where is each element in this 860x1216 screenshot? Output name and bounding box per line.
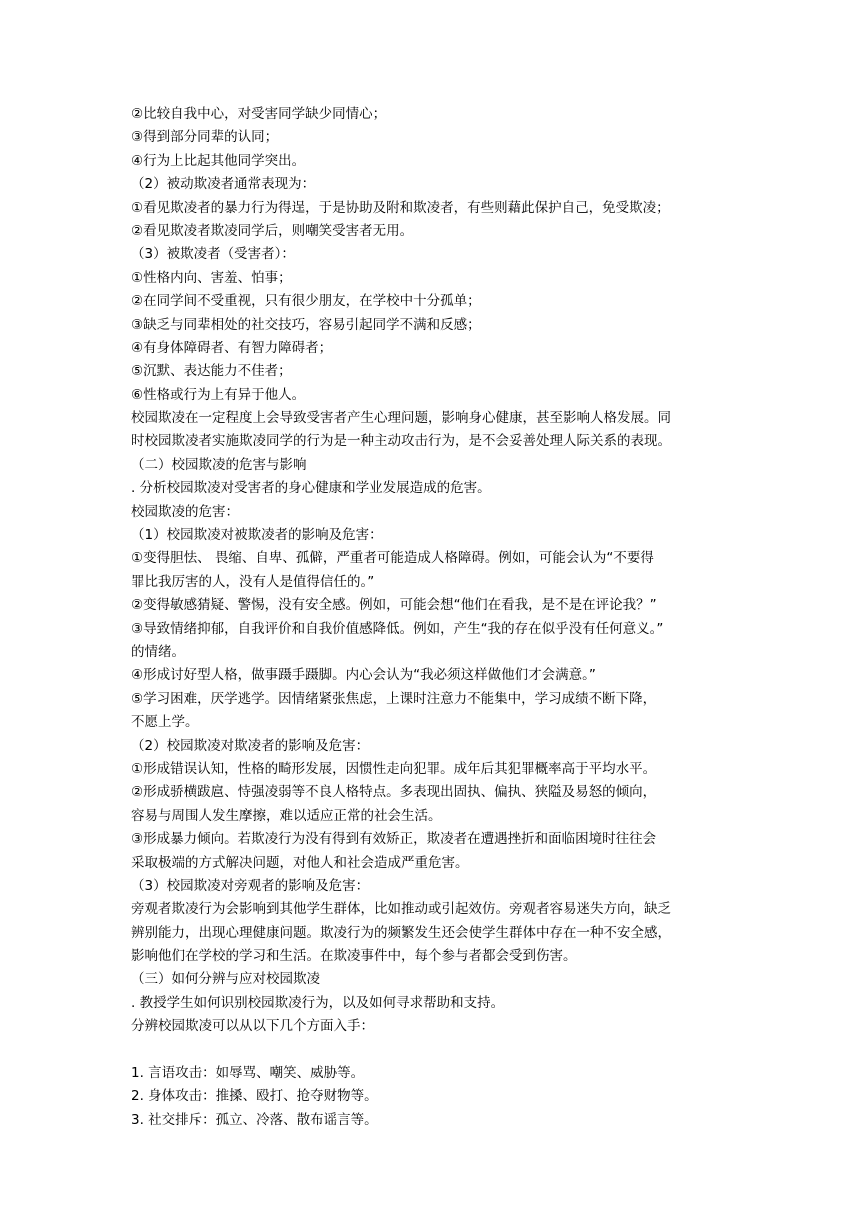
text-line: ⑤沉默、表达能力不佳者； <box>131 363 292 380</box>
text-line: ①变得胆怯、 畏缩、自卑、孤僻，严重者可能造成人格障碍。例如，可能会认为“不要得 <box>131 550 654 567</box>
text-line: 的情绪。 <box>131 643 185 660</box>
text-line: ③得到部分同辈的认同； <box>131 129 279 146</box>
text-line: ③形成暴力倾向。若欺凌行为没有得到有效矫正，欺凌者在遭遇挫折和面临困境时往往会 <box>131 831 657 848</box>
text-line: （三）如何分辨与应对校园欺凌 <box>131 971 320 988</box>
text-line: ⑤学习困难，厌学逃学。因情绪紧张焦虑，上课时注意力不能集中，学习成绩不断下降， <box>131 690 657 707</box>
text-line: ③缺乏与同辈相处的社交技巧，容易引起同学不满和反感； <box>131 316 481 333</box>
text-line: （3）校园欺凌对旁观者的影响及危害： <box>131 877 370 894</box>
text-line: （2）校园欺凌对欺凌者的影响及危害： <box>131 737 370 754</box>
text-line: （二）校园欺凌的危害与影响 <box>131 456 307 473</box>
text-line: 不愿上学。 <box>131 714 199 731</box>
text-line: ④形成讨好型人格，做事蹑手蹑脚。内心会认为“我必须这样做他们才会满意。” <box>131 667 596 684</box>
text-line: . 教授学生如何识别校园欺凌行为，以及如何寻求帮助和支持。 <box>131 994 505 1011</box>
blank-line <box>131 1039 731 1062</box>
text-line: ④行为上比起其他同学突出。 <box>131 152 306 169</box>
text-line: 1. 言语攻击：如辱骂、嘲笑、威胁等。 <box>131 1065 365 1082</box>
text-line: ④有身体障碍者、有智力障碍者； <box>131 339 333 356</box>
text-line: ①看见欺凌者的暴力行为得逞，于是协助及附和欺凌者，有些则藉此保护自己，免受欺凌； <box>131 199 670 216</box>
text-line: ①性格内向、害羞、怕事； <box>131 269 292 286</box>
text-line: 校园欺凌的危害： <box>131 503 239 520</box>
text-line: ①形成错误认知，性格的畸形发展，因惯性走向犯罪。成年后其犯罪概率高于平均水平。 <box>131 760 657 777</box>
text-line: 3. 社交排斥：孤立、冷落、散布谣言等。 <box>131 1111 378 1128</box>
text-line: 辨别能力，出现心理健康问题。欺凌行为的频繁发生还会使学生群体中存在一种不安全感， <box>131 924 671 941</box>
text-line: 采取极端的方式解决问题，对他人和社会造成严重危害。 <box>131 854 469 871</box>
text-line: . 分析校园欺凌对受害者的身心健康和学业发展造成的危害。 <box>131 480 491 497</box>
text-line: 分辨校园欺凌可以从以下几个方面入手： <box>131 1018 374 1035</box>
text-line: （1）校园欺凌对被欺凌者的影响及危害： <box>131 527 383 544</box>
text-line: 容易与周围人发生摩擦，难以适应正常的社会生活。 <box>131 807 442 824</box>
text-line: ②比较自我中心，对受害同学缺少同情心； <box>131 106 387 122</box>
text-line: ⑥性格或行为上有异于他人。 <box>131 386 306 403</box>
text-line: 时校园欺凌者实施欺凌同学的行为是一种主动攻击行为，是不会妥善处理人际关系的表现。 <box>131 433 671 450</box>
text-line: （3）被欺凌者（受害者）： <box>131 246 295 263</box>
text-line: 影响他们在学校的学习和生活。在欺凌事件中，每个参与者都会受到伤害。 <box>131 948 577 965</box>
text-line: 旁观者欺凌行为会影响到其他学生群体，比如推动或引起效仿。旁观者容易迷失方向，缺乏 <box>131 901 671 918</box>
text-line: ③导致情绪抑郁，自我评价和自我价值感降低。例如，产生“我的存在似乎没有任何意义。” <box>131 620 664 637</box>
text-line: （2）被动欺凌者通常表现为： <box>131 176 316 193</box>
document-body <box>131 103 731 1132</box>
text-line: 罪比我厉害的人，没有人是值得信任的。” <box>131 573 375 590</box>
text-line: 校园欺凌在一定程度上会导致受害者产生心理问题，影响身心健康，甚至影响人格发展。同 <box>131 410 671 427</box>
text-line: ②在同学间不受重视，只有很少朋友，在学校中十分孤单； <box>131 293 481 310</box>
text-line: ②形成骄横跋扈、恃强凌弱等不良人格特点。多表现出固执、偏执、狭隘及易怒的倾向， <box>131 784 657 801</box>
text-line: 2. 身体攻击：推搡、殴打、抢夺财物等。 <box>131 1088 378 1105</box>
text-line: ②变得敏感猜疑、警惕，没有安全感。例如，可能会想“他们在看我，是不是在评论我？” <box>131 597 657 614</box>
text-line: ②看见欺凌者欺凌同学后，则嘲笑受害者无用。 <box>131 222 414 239</box>
